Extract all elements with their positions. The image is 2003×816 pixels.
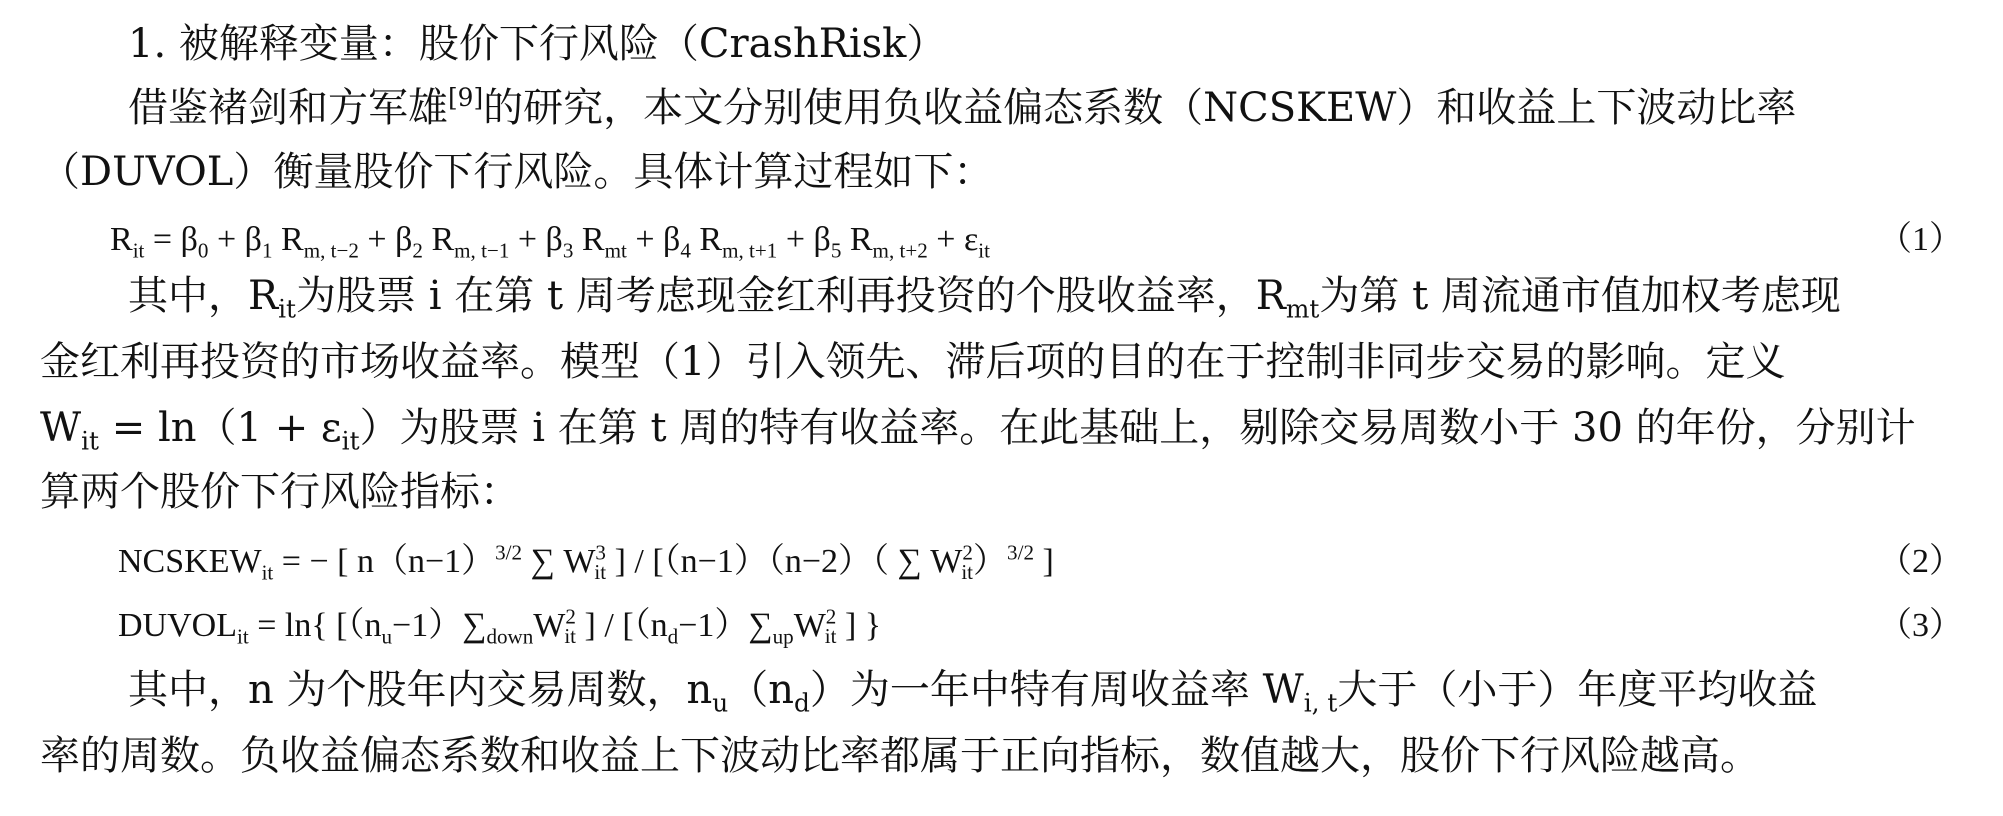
- eq3-down: down: [486, 624, 534, 649]
- eq1-beta4: β: [663, 221, 681, 258]
- eq2-sub-w2: it: [961, 560, 974, 585]
- eq3-u: u: [381, 624, 393, 649]
- p2-sub-a: it: [278, 294, 297, 324]
- p3-text-b: （n: [728, 667, 794, 713]
- eq3-a: = ln{ [（n: [248, 607, 382, 644]
- eq3-sub: it: [236, 624, 249, 649]
- eq1-beta5: β: [813, 221, 831, 258]
- paragraph-2-line-4: [40, 466, 520, 518]
- paragraph-1-line-1: [128, 82, 1796, 134]
- eq1-sub: it: [132, 238, 145, 263]
- eq1-rm: R: [849, 221, 873, 258]
- equation-3-number: （3）: [1878, 607, 1963, 644]
- eq1-sub-a: m, t−2: [303, 238, 359, 263]
- eq3-sup2: 2: [825, 604, 837, 629]
- eq2-lhs: NCSKEW: [118, 543, 262, 580]
- eq2-c: ] / [（n−1）（n−2）（ ∑ W: [606, 543, 963, 580]
- paragraph-1-line-2: [40, 146, 993, 198]
- eq2-sup3: 3: [595, 540, 606, 565]
- eq1-sub-d: m, t+1: [722, 238, 778, 263]
- eq3-sup2: 2: [565, 604, 576, 629]
- p3-text-d: 大于（小于）年度平均收益: [1337, 667, 1818, 713]
- eq3-up: up: [772, 624, 794, 649]
- eq1-r: R: [110, 221, 133, 258]
- p3-text-e: 率的周数。负收益偏态系数和收益上下波动比率都属于正向指标，数值越大，股价下行风险越高。: [40, 733, 1760, 779]
- p2-text-a: 其中，R: [128, 273, 279, 319]
- equation-1: [110, 218, 990, 262]
- eq1-eq: =: [144, 221, 181, 258]
- equation-2: [118, 540, 1054, 584]
- paragraph-3-line-1: [128, 664, 1817, 716]
- eq3-d: ] / [（n: [576, 607, 668, 644]
- p2-sub-c: it: [81, 426, 100, 456]
- p1-text-a: 借鉴褚剑和方军雄: [128, 85, 448, 131]
- eq3-sub-w2: it: [824, 624, 837, 649]
- eq1-rm: R: [431, 221, 455, 258]
- eq3-lhs: DUVOL: [118, 607, 237, 644]
- equation-1-number: （1）: [1878, 221, 1963, 258]
- eq3-dd: d: [667, 624, 679, 649]
- paragraph-3-line-2: [40, 730, 1760, 782]
- citation-ref: [9]: [448, 83, 484, 113]
- p2-text-d: 金红利再投资的市场收益率。模型（1）引入领先、滞后项的目的在于控制非同步交易的影响。定义: [40, 339, 1786, 385]
- eq1-plus: +: [509, 221, 546, 258]
- p2-text-h: 算两个股价下行风险指标：: [40, 469, 520, 515]
- p3-sub-d: d: [794, 688, 810, 718]
- eq2-b: ∑ W: [522, 543, 596, 580]
- eq1-epsilon: ε: [963, 221, 979, 258]
- p2-text-c: 为第 t 周流通市值加权考虑现: [1319, 273, 1841, 319]
- eq3-c: W: [533, 607, 566, 644]
- p3-text-c: ）为一年中特有周收益率 W: [809, 667, 1304, 713]
- eq1-sub4: 4: [680, 238, 691, 263]
- eq2-sub-w: it: [594, 560, 607, 585]
- eq2-pow: 3/2: [495, 540, 523, 565]
- p2-text-g: ）为股票 i 在第 t 周的特有收益率。在此基础上，剔除交易周数小于 30 的年份，分别计: [359, 405, 1916, 451]
- eq2-pow: 3/2: [1007, 540, 1034, 565]
- eq1-plus: +: [208, 221, 245, 258]
- eq1-beta2: β: [395, 221, 413, 258]
- eq1-sub5: 5: [830, 238, 842, 263]
- eq1-plus: +: [927, 221, 964, 258]
- eq1-sub: it: [978, 238, 990, 263]
- eq1-rm: R: [699, 221, 723, 258]
- p3-sub-it: i, t: [1303, 688, 1338, 718]
- p2-sub-b: mt: [1285, 294, 1320, 324]
- eq2-a: = − [ n（n−1）: [273, 543, 496, 580]
- eq1-sub-c: mt: [604, 238, 627, 263]
- eq1-beta3: β: [545, 221, 563, 258]
- equation-3: [118, 604, 881, 648]
- p3-text-a: 其中，n 为个股年内交易周数，n: [128, 667, 713, 713]
- eq1-plus: +: [626, 221, 664, 258]
- p1-text-c: （DUVOL）衡量股价下行风险。具体计算过程如下：: [40, 149, 994, 195]
- eq1-sub2: 2: [412, 238, 423, 263]
- p1-text-b: 的研究，本文分别使用负收益偏态系数（NCSKEW）和收益上下波动比率: [483, 85, 1797, 131]
- eq2-sup2: 2: [962, 540, 973, 565]
- p3-sub-u: u: [712, 688, 729, 718]
- eq3-f: W: [793, 607, 826, 644]
- eq1-rm: R: [581, 221, 605, 258]
- eq3-g: ] }: [836, 607, 882, 644]
- eq1-sub-e: m, t+2: [872, 238, 928, 263]
- eq1-sub0: 0: [197, 238, 209, 263]
- p2-text-f: = ln（1 + ε: [99, 405, 342, 451]
- section-heading-text: 1. 被解释变量：股价下行风险（CrashRisk）: [128, 21, 947, 67]
- paragraph-2-line-2: [40, 336, 1785, 388]
- eq1-plus: +: [358, 221, 396, 258]
- eq1-sub-b: m, t−1: [454, 238, 510, 263]
- equation-2-number: （2）: [1878, 543, 1963, 580]
- eq2-d: ）: [973, 543, 1008, 580]
- eq1-plus: +: [777, 221, 814, 258]
- p2-text-b: 为股票 i 在第 t 周考虑现金红利再投资的个股收益率，R: [296, 273, 1286, 319]
- paragraph-2-line-3: [40, 402, 1916, 454]
- eq1-sub1: 1: [261, 238, 273, 263]
- p2-text-e: W: [40, 405, 82, 451]
- eq1-sub3: 3: [562, 238, 574, 263]
- section-heading: [128, 18, 946, 70]
- eq1-beta1: β: [244, 221, 262, 258]
- paragraph-2-line-1: [128, 270, 1841, 322]
- eq3-e: −1）∑: [678, 607, 773, 644]
- eq3-b: −1）∑: [392, 607, 487, 644]
- p2-sub-d: it: [341, 426, 360, 456]
- eq1-beta0: β: [180, 221, 198, 258]
- eq3-sub-w: it: [564, 624, 577, 649]
- eq1-rm: R: [281, 221, 304, 258]
- eq2-e: ]: [1033, 543, 1054, 580]
- eq2-sub: it: [261, 560, 274, 585]
